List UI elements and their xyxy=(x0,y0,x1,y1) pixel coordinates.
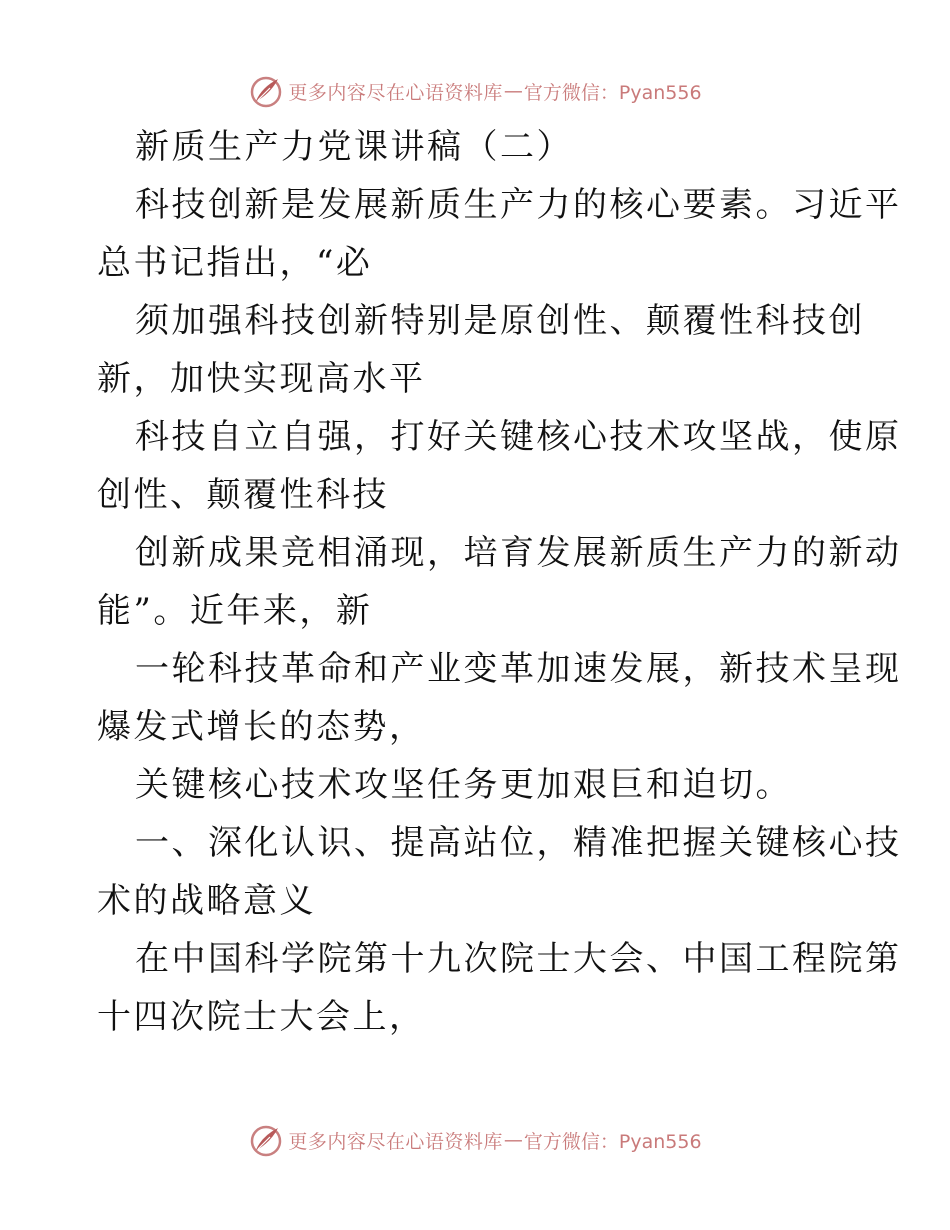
text-line: 创新成果竞相涌现，培育发展新质生产力的新动 xyxy=(135,533,902,573)
watermark-wechat-text: 官方微信：Pyan556 xyxy=(523,81,702,104)
watermark-site-text: 更多内容尽在心语资料库 xyxy=(288,81,503,104)
text-line: 爆发式增长的态势， xyxy=(97,707,426,747)
quill-logo-icon xyxy=(248,73,284,109)
text-line: 须加强科技创新特别是原创性、颠覆性科技创 xyxy=(135,301,865,341)
text-line: 一轮科技革命和产业变革加速发展，新技术呈现 xyxy=(135,649,902,689)
text-line: 科技自立自强，打好关键核心技术攻坚战，使原 xyxy=(135,417,902,457)
text-line: 总书记指出，“必 xyxy=(97,243,373,283)
watermark-wechat-text: 官方微信：Pyan556 xyxy=(523,1130,702,1153)
section-heading-continued: 术的战略意义 xyxy=(97,881,316,921)
quill-logo-icon xyxy=(248,1122,284,1158)
text-line: 新，加快实现高水平 xyxy=(97,359,426,399)
footer-watermark xyxy=(0,1120,950,1160)
text-line: 能”。近年来，新 xyxy=(97,591,373,631)
header-watermark xyxy=(0,71,950,111)
watermark-site-text: 更多内容尽在心语资料库 xyxy=(288,1130,503,1153)
watermark-separator: — xyxy=(503,1129,523,1151)
text-line: 在中国科学院第十九次院士大会、中国工程院第 xyxy=(135,939,902,979)
text-line: 关键核心技术攻坚任务更加艰巨和迫切。 xyxy=(135,765,792,805)
text-line: 创性、颠覆性科技 xyxy=(97,475,389,515)
text-line: 十四次院士大会上， xyxy=(97,997,426,1037)
text-line: 科技创新是发展新质生产力的核心要素。习近平 xyxy=(135,185,902,225)
section-heading: 一、深化认识、提高站位，精准把握关键核心技 xyxy=(135,823,902,863)
document-title: 新质生产力党课讲稿（二） xyxy=(135,127,573,167)
document-body xyxy=(97,122,902,1050)
watermark-separator: — xyxy=(503,80,523,102)
